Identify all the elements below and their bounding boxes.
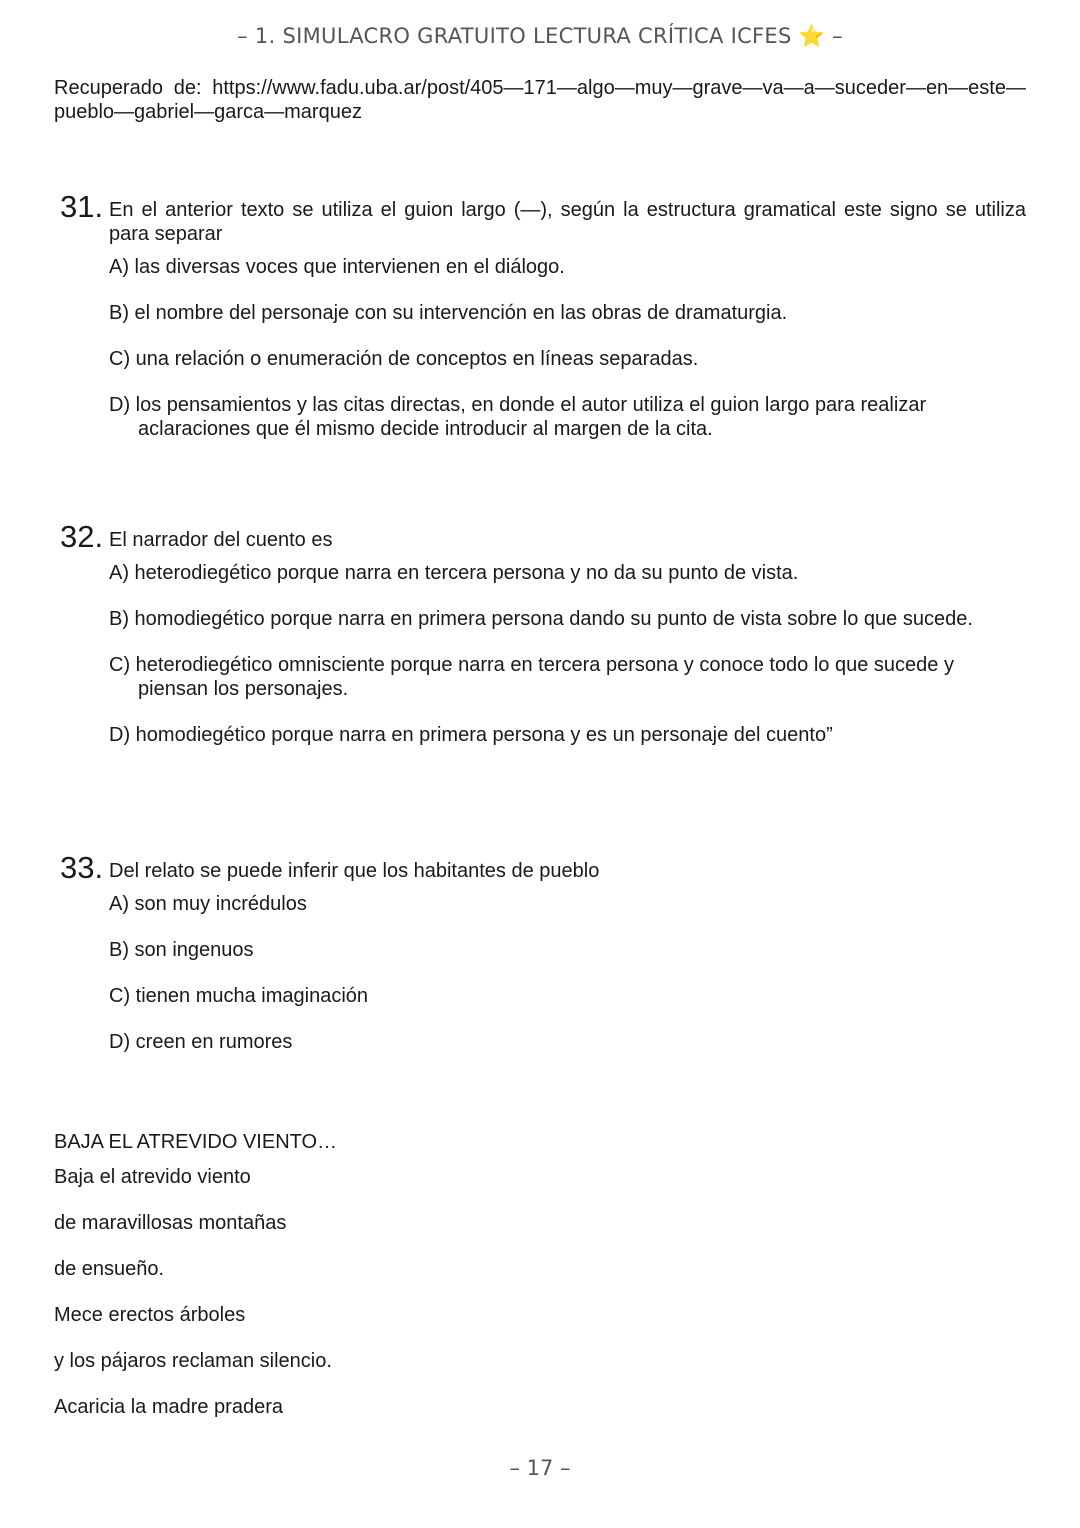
options-list <box>109 561 1026 747</box>
question-stem: En el anterior texto se utiliza el guion largo (—), según la estructura gramatical este signo se utiliza para separar <box>109 199 1026 245</box>
page-number: – 17 – <box>509 1456 571 1480</box>
question-number: 33. <box>60 850 104 885</box>
question-31 <box>60 190 1026 441</box>
option-c: C) tienen mucha imaginación <box>109 985 369 1007</box>
question-number: 32. <box>60 519 104 554</box>
page-header <box>0 24 1080 49</box>
option-b: B) el nombre del personaje con su intervención en las obras de dramaturgia. <box>109 302 788 324</box>
options-list <box>109 255 1026 441</box>
header-title: – 1. SIMULACRO GRATUITO LECTURA CRÍTICA ICFES <box>237 24 792 48</box>
question-33 <box>60 851 1026 1054</box>
question-32 <box>60 520 1026 747</box>
options-list <box>109 892 1026 1054</box>
question-stem: El narrador del cuento es <box>109 529 333 551</box>
option-d: D) creen en rumores <box>109 1031 293 1053</box>
poem-line: de maravillosas montañas <box>54 1212 287 1234</box>
question-stem: Del relato se puede inferir que los habitantes de pueblo <box>109 860 600 882</box>
header-suffix: – <box>832 24 843 48</box>
option-c: C) una relación o enumeración de conceptos en líneas separadas. <box>109 348 699 370</box>
option-a: A) las diversas voces que intervienen en el diálogo. <box>109 256 565 278</box>
option-b: B) homodiegético porque narra en primera persona dando su punto de vista sobre lo que sucede. <box>109 608 973 630</box>
option-b: B) son ingenuos <box>109 939 254 961</box>
poem-line: Baja el atrevido viento <box>54 1166 251 1188</box>
poem-line: Mece erectos árboles <box>54 1304 246 1326</box>
poem <box>54 1130 754 1419</box>
option-d: D) homodiegético porque narra en primera persona y es un personaje del cuento” <box>109 724 833 746</box>
option-d: D) los pensamientos y las citas directas, en donde el autor utiliza el guion largo para realizar aclaraciones que él mismo decide introducir al margen de la cita. <box>109 394 927 440</box>
option-a: A) son muy incrédulos <box>109 893 307 915</box>
poem-title: BAJA EL ATREVIDO VIENTO… <box>54 1131 338 1153</box>
star-icon: ⭐ <box>798 24 826 48</box>
poem-line: de ensueño. <box>54 1258 165 1280</box>
question-number: 31. <box>60 189 104 224</box>
poem-line: Acaricia la madre pradera <box>54 1396 283 1418</box>
poem-line: y los pájaros reclaman silencio. <box>54 1350 332 1372</box>
option-a: A) heterodiegético porque narra en tercera persona y no da su punto de vista. <box>109 562 799 584</box>
source-reference: Recuperado de: https://www.fadu.uba.ar/post/405—171—algo—muy—grave—va—a—suceder—en—este—pueblo—gabriel—garca—marquez <box>54 77 1026 123</box>
option-c: C) heterodiegético omnisciente porque narra en tercera persona y conoce todo lo que sucede y piensan los personajes. <box>109 654 954 700</box>
